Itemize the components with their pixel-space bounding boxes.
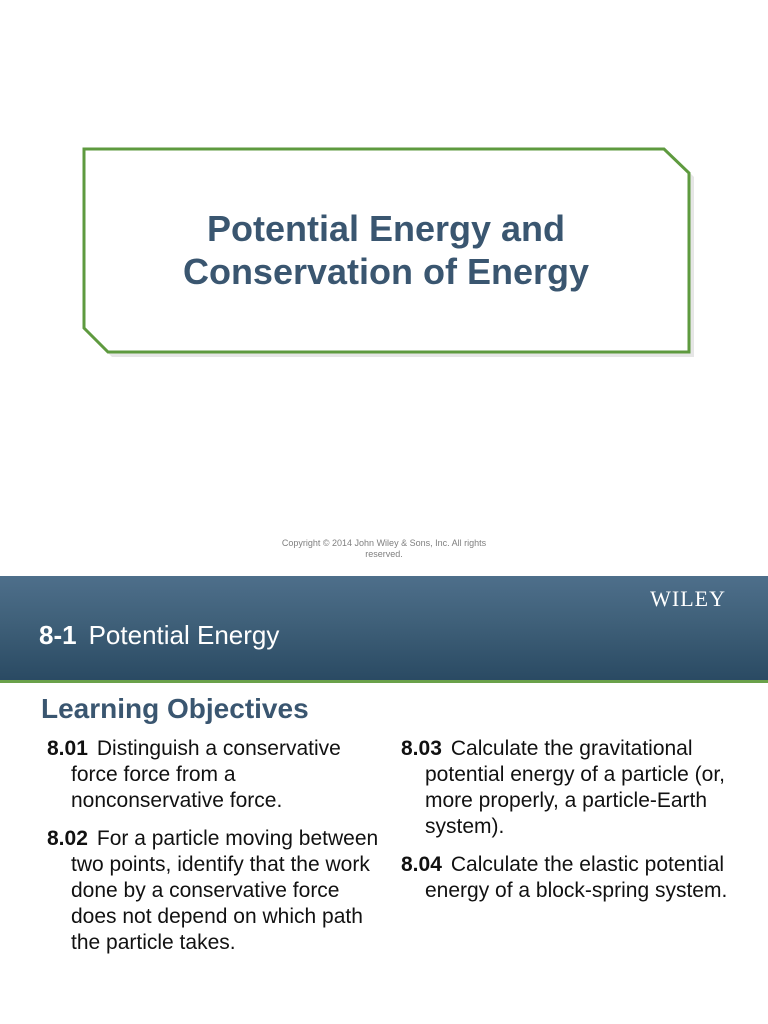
objective-text: Calculate the elastic potential energy of a block-spring system. — [425, 853, 728, 902]
objective-text: For a particle moving between two points, identify that the work done by a conservative force does not depend on which path the particle takes. — [71, 827, 379, 954]
learning-objectives-heading: Learning Objectives — [41, 693, 309, 724]
objective-number: 8.03 — [401, 737, 442, 760]
objectives-right-column — [401, 736, 746, 916]
section-name: Potential Energy — [88, 620, 280, 650]
objective-text: Calculate the gravitational potential energy of a particle (or, more properly, a particle-Earth system). — [425, 737, 726, 838]
objective-item — [401, 852, 746, 904]
objective-number: 8.04 — [401, 853, 442, 876]
section-title — [39, 618, 279, 652]
objective-number: 8.02 — [47, 827, 88, 850]
objectives-slide — [0, 576, 768, 1024]
banner-divider — [0, 680, 768, 683]
objectives-left-column — [47, 736, 387, 968]
copyright-line-1: Copyright © 2014 John Wiley & Sons, Inc. All rights — [281, 538, 487, 548]
objective-item — [401, 736, 746, 840]
copyright-line-2: reserved. — [365, 549, 403, 559]
slide-title — [82, 147, 690, 353]
objective-item — [47, 826, 387, 956]
header-banner — [0, 576, 768, 680]
copyright-notice — [0, 538, 768, 560]
objective-item — [47, 736, 387, 814]
slide-title-line-2: Conservation of Energy — [182, 251, 590, 292]
slide-title-line-1: Potential Energy and — [206, 208, 566, 249]
objective-text: Distinguish a conservative force force from a nonconservative force. — [71, 737, 341, 812]
section-number: 8-1 — [39, 620, 77, 650]
wiley-logo: WILEY — [650, 586, 726, 611]
objective-number: 8.01 — [47, 737, 88, 760]
